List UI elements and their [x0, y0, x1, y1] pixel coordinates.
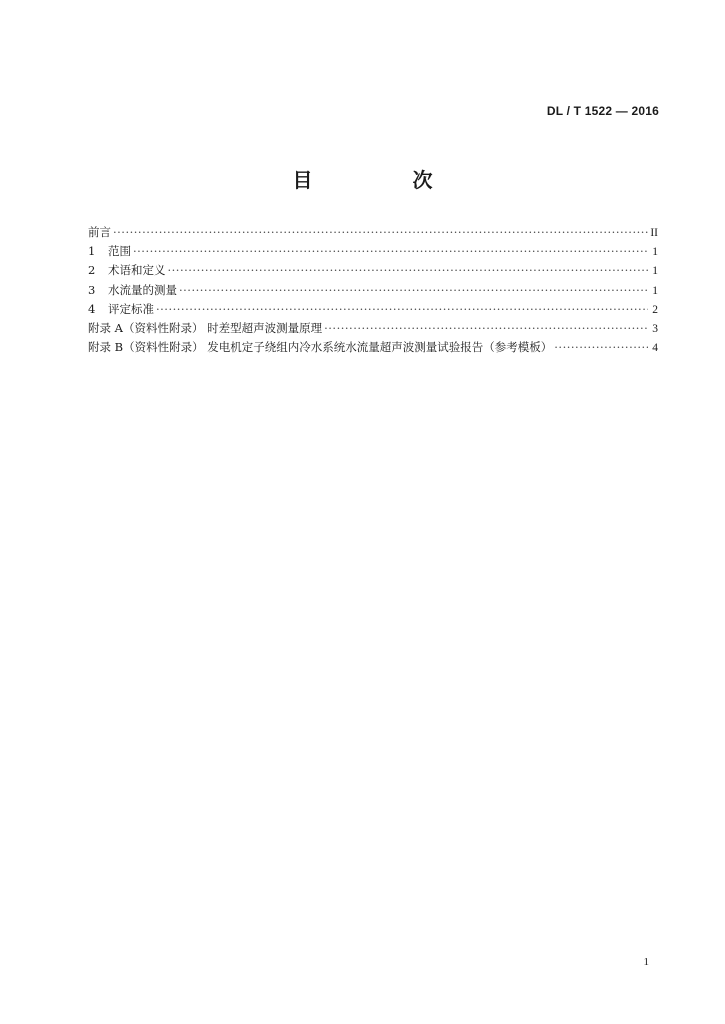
- toc-entry-number: 3: [88, 282, 96, 297]
- toc-entry-page: 2: [652, 303, 658, 316]
- toc-entry-title: [88, 281, 177, 300]
- toc-entry-measurement[interactable]: [88, 281, 658, 300]
- toc-entry-label: 水流量的测量: [108, 282, 177, 297]
- toc-entry-title: [88, 242, 131, 261]
- page-title: 目 次: [292, 168, 473, 192]
- toc-dot-leader: [324, 319, 648, 338]
- toc-dot-leader: [168, 261, 649, 280]
- toc-entry-label: 附录 B（资料性附录） 发电机定子绕组内冷水系统水流量超声波测量试验报告（参考模板）: [88, 340, 553, 355]
- toc-entry-evaluation[interactable]: [88, 300, 658, 319]
- toc-entry-label: 前言: [88, 225, 111, 239]
- toc-entry-label: 附录 A（资料性附录） 时差型超声波测量原理: [88, 320, 323, 335]
- toc-entry-number: 1: [88, 244, 96, 259]
- toc-entry-appendix-b[interactable]: [88, 338, 658, 357]
- toc-entry-label: 术语和定义: [108, 263, 166, 278]
- table-of-contents: [88, 223, 658, 357]
- toc-entry-page: 1: [652, 265, 658, 278]
- toc-entry-title: [88, 300, 154, 319]
- toc-entry-preface[interactable]: [88, 223, 658, 242]
- toc-entry-page: II: [650, 227, 658, 239]
- toc-dot-leader: [133, 242, 648, 261]
- standard-code: DL / T 1522 — 2016: [546, 104, 659, 118]
- toc-entry-title: [88, 261, 166, 280]
- page-number: 1: [643, 956, 649, 968]
- toc-dot-leader: [179, 281, 648, 300]
- toc-dot-leader: [554, 338, 648, 357]
- toc-entry-label: 评定标准: [108, 301, 154, 316]
- toc-entry-appendix-a[interactable]: [88, 319, 658, 338]
- toc-entry-number: 4: [88, 301, 96, 316]
- toc-entry-label: 范围: [108, 244, 131, 259]
- toc-dot-leader: [156, 300, 648, 319]
- toc-entry-page: 1: [652, 284, 658, 297]
- toc-entry-scope[interactable]: [88, 242, 658, 261]
- toc-entry-page: 1: [652, 246, 658, 259]
- toc-entry-page: 4: [652, 342, 658, 355]
- toc-dot-leader: [113, 223, 648, 242]
- toc-entry-terms[interactable]: [88, 261, 658, 280]
- toc-entry-page: 3: [652, 322, 658, 335]
- toc-entry-number: 2: [88, 263, 96, 278]
